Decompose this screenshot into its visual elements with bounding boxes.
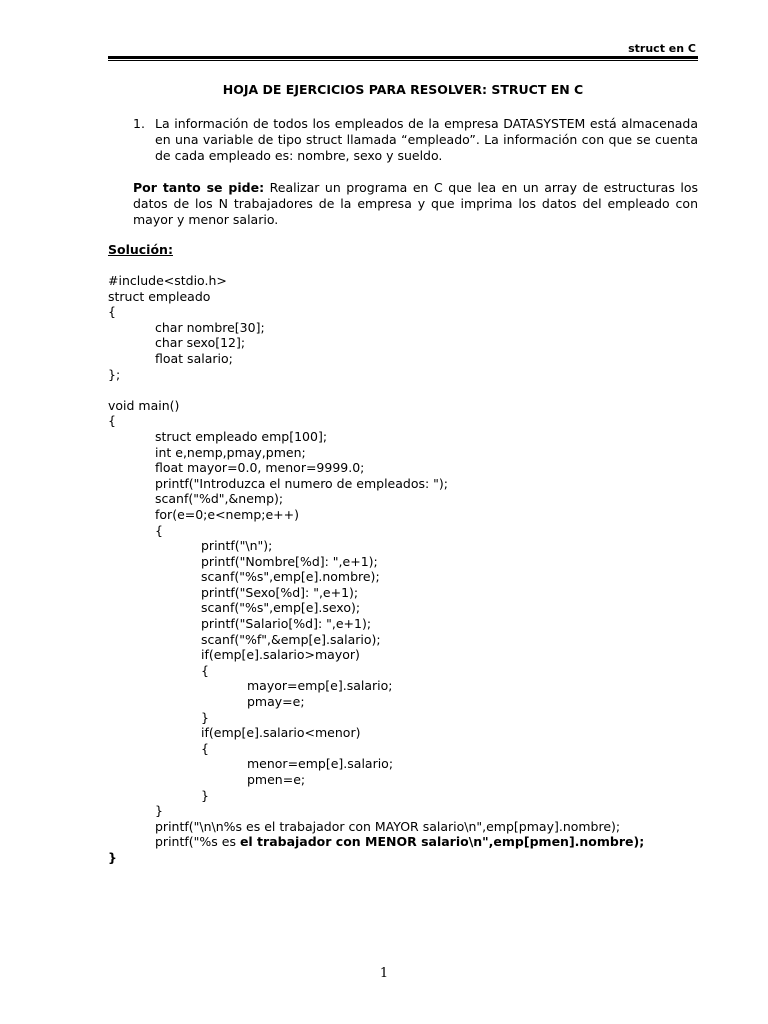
code-line: } xyxy=(201,787,209,803)
exercise-item xyxy=(133,116,698,164)
code-line: printf("\n\n%s es el trabajador con MAYOR salario\n",emp[pmay].nombre); xyxy=(155,818,621,834)
code-line: void main() xyxy=(108,397,180,413)
code-line: printf("Sexo[%d]: ",e+1); xyxy=(201,584,359,600)
code-line: if(emp[e].salario>mayor) xyxy=(201,647,360,663)
code-line: { xyxy=(155,522,163,538)
exercise-text: La información de todos los empleados de la empresa DATASYSTEM está almacenada en una variable de tipo struct llamada “empleado”. La información con que se cuenta de cada empleado es: nombre, sexo y sueldo. xyxy=(155,116,698,163)
code-line: { xyxy=(108,413,116,429)
code-line: char nombre[30]; xyxy=(155,319,265,335)
code-line: } xyxy=(108,849,117,865)
code-line: printf("Introduzca el numero de empleados: "); xyxy=(155,475,449,491)
code-line: struct empleado emp[100]; xyxy=(155,428,328,444)
code-line: float salario; xyxy=(155,350,233,366)
code-line: char sexo[12]; xyxy=(155,335,246,351)
code-line: scanf("%s",emp[e].nombre); xyxy=(201,569,380,585)
code-line-blank xyxy=(108,382,708,398)
code-line: mayor=emp[e].salario; xyxy=(247,678,393,694)
code-line: scanf("%d",&nemp); xyxy=(155,491,284,507)
header-rule xyxy=(108,56,698,61)
code-line: { xyxy=(108,304,116,320)
task-paragraph xyxy=(133,180,698,228)
code-line: pmen=e; xyxy=(247,772,306,787)
code-line xyxy=(108,834,708,850)
code-line: pmay=e; xyxy=(247,694,305,710)
code-line: printf("Salario[%d]: ",e+1); xyxy=(201,616,372,632)
task-text: Realizar un programa en C que lea en un array de estructuras los datos de los N trabajadores de la empresa y que imprima los datos del empleado con mayor y menor salario. xyxy=(133,180,699,227)
code-line: } xyxy=(201,709,209,725)
code-line: if(emp[e].salario<menor) xyxy=(201,725,361,741)
solution-heading: Solución: xyxy=(108,242,173,257)
page-title: HOJA DE EJERCICIOS PARA RESOLVER: STRUCT EN C xyxy=(222,82,584,97)
page-number: 1 xyxy=(379,966,389,981)
code-line: scanf("%f",&emp[e].salario); xyxy=(201,631,381,647)
code-line: printf("Nombre[%d]: ",e+1); xyxy=(201,553,378,569)
code-line: float mayor=0.0, menor=9999.0; xyxy=(155,460,365,476)
code-line: for(e=0;e<nemp;e++) xyxy=(155,506,300,522)
code-line: scanf("%s",emp[e].sexo); xyxy=(201,600,361,616)
code-line: #include<stdio.h> xyxy=(108,273,227,288)
code-line: int e,nemp,pmay,pmen; xyxy=(155,444,306,460)
code-listing xyxy=(108,273,708,866)
running-header: struct en C xyxy=(628,42,696,55)
code-segment: printf("%s es xyxy=(155,834,240,850)
code-line: struct empleado xyxy=(108,288,211,304)
code-line: { xyxy=(201,662,209,678)
code-segment-bold: el trabajador con MENOR salario\n",emp[pmen].nombre); xyxy=(239,834,645,850)
exercise-number: 1. xyxy=(133,116,145,131)
code-line: } xyxy=(155,803,163,819)
task-lead: Por tanto se pide: xyxy=(133,180,265,195)
code-line: menor=emp[e].salario; xyxy=(247,756,394,772)
code-line: }; xyxy=(108,366,121,382)
code-line: { xyxy=(201,740,209,756)
code-line: printf("\n"); xyxy=(201,538,273,554)
